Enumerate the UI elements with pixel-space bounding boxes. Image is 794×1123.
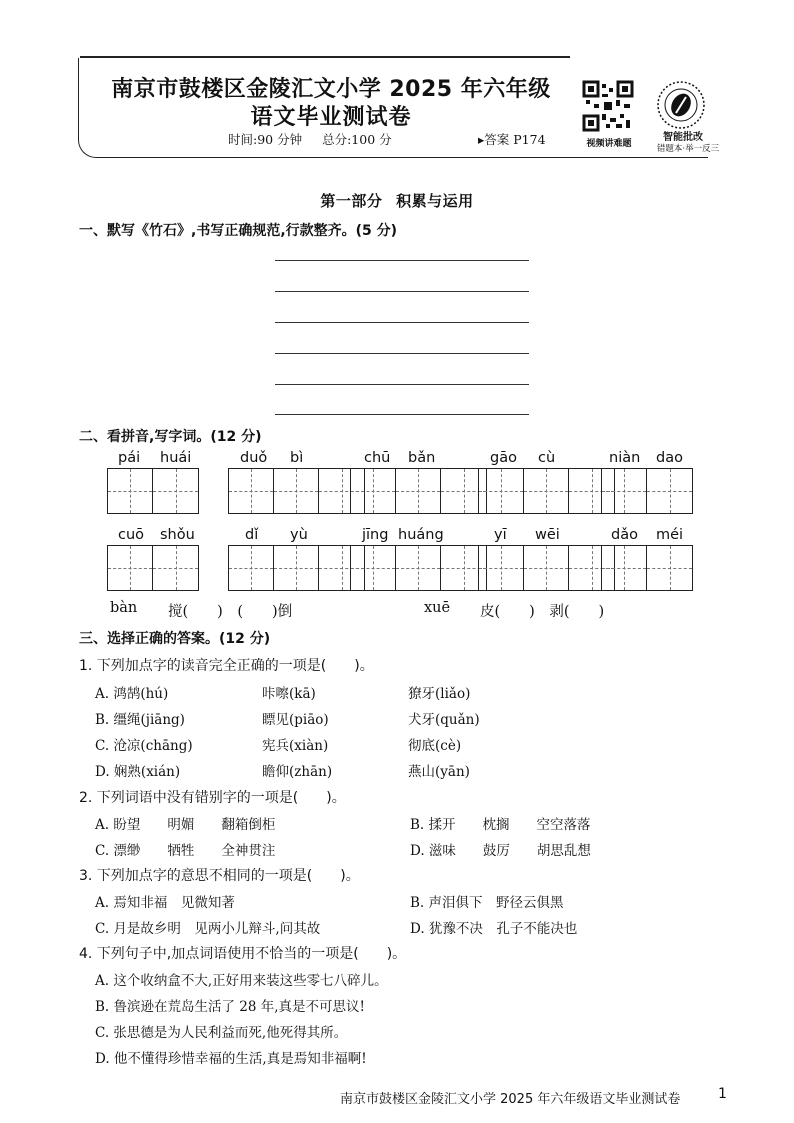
q4-option-a[interactable]: A. 这个收纳盒不大,正好用来装这些零七八碎儿。 — [95, 973, 388, 989]
exam-score: 总分:100 分 — [322, 132, 392, 147]
section2-title: 二、看拼音,写字词。(12 分) — [79, 429, 262, 445]
pinyin: shǒu — [160, 527, 195, 543]
q1-option-b[interactable]: B. 缰绳(jiāng) — [95, 712, 185, 728]
q3-option-c[interactable]: C. 月是故乡明 见两小儿辩斗,问其故 — [95, 921, 321, 937]
pinyin: cuō — [118, 527, 145, 543]
header-top-rule — [80, 56, 570, 58]
writing-grid[interactable] — [601, 545, 693, 591]
q1-option-a: 獠牙(liǎo) — [408, 686, 471, 702]
section1-title: 一、默写《竹石》,书写正确规范,行款整齐。(5 分) — [79, 223, 398, 239]
writing-grid[interactable] — [350, 545, 487, 591]
answer-reference: ▸答案 P174 — [478, 132, 546, 147]
footer-title: 南京市鼓楼区金陵汇文小学 2025 年六年级语文毕业测试卷 — [340, 1092, 681, 1107]
pinyin: yù — [290, 527, 308, 543]
pinyin: gāo — [490, 450, 517, 466]
pinyin: duǒ — [240, 450, 268, 466]
pinyin: pái — [118, 450, 141, 466]
fill-blank[interactable]: 皮( ) 剥( ) — [480, 604, 605, 620]
writing-line[interactable] — [275, 414, 529, 415]
exam-meta — [228, 130, 408, 148]
qr-code-icon[interactable] — [582, 80, 634, 132]
pinyin: niàn — [609, 450, 641, 466]
q1-option-d[interactable]: D. 娴熟(xián) — [95, 764, 181, 780]
pinyin: xuē — [424, 600, 451, 616]
pinyin: bǎn — [408, 450, 436, 466]
pinyin: cù — [538, 450, 556, 466]
logo-label: 智能批改 — [663, 132, 703, 143]
q1-option-c: 宪兵(xiàn) — [262, 738, 329, 754]
q4-option-b[interactable]: B. 鲁滨逊在荒岛生活了 28 年,真是不可思议! — [95, 999, 365, 1015]
writing-line[interactable] — [275, 291, 529, 292]
writing-grid[interactable] — [228, 545, 365, 591]
q4-option-d[interactable]: D. 他不懂得珍惜幸福的生活,真是焉知非福啊! — [95, 1051, 367, 1067]
writing-line[interactable] — [275, 384, 529, 385]
writing-grid[interactable] — [228, 468, 365, 514]
writing-grid[interactable] — [350, 468, 487, 514]
writing-line[interactable] — [275, 260, 529, 261]
writing-grid[interactable] — [478, 468, 615, 514]
qr-label: 视频讲难题 — [586, 139, 632, 149]
q1-option-d: 瞻仰(zhān) — [262, 764, 333, 780]
q1-option-b: 瞟见(piāo) — [262, 712, 329, 728]
pinyin: bì — [290, 450, 304, 466]
q2-option-c[interactable]: C. 漂缈 牺牲 全神贯注 — [95, 843, 276, 859]
exam-time: 时间:90 分钟 — [228, 132, 303, 147]
question-1: 1. 下列加点字的读音完全正确的一项是( )。 — [79, 658, 374, 674]
q2-option-b[interactable]: B. 揉开 枕搁 空空落落 — [410, 817, 591, 833]
pinyin: méi — [656, 527, 684, 543]
q1-option-c: 彻底(cè) — [408, 738, 462, 754]
writing-line[interactable] — [275, 322, 529, 323]
pinyin: dao — [656, 450, 683, 466]
writing-grid[interactable] — [478, 545, 615, 591]
writing-line[interactable] — [275, 353, 529, 354]
fill-blank[interactable]: 搅( ) ( )倒 — [168, 604, 293, 620]
pinyin: yī — [494, 527, 507, 543]
q2-option-a[interactable]: A. 盼望 明媚 翻箱倒柜 — [95, 817, 276, 833]
section3-title: 三、选择正确的答案。(12 分) — [79, 631, 271, 647]
pinyin: jīng — [362, 527, 389, 543]
pinyin: dǐ — [245, 527, 259, 543]
question-4: 4. 下列句子中,加点词语使用不恰当的一项是( )。 — [79, 946, 407, 962]
logo-sublabel: 错题本·举一反三 — [656, 144, 720, 154]
exam-subtitle: 语文毕业测试卷 — [250, 105, 412, 130]
exam-title: 南京市鼓楼区金陵汇文小学 2025 年六年级 — [111, 77, 551, 102]
question-3: 3. 下列加点字的意思不相同的一项是( )。 — [79, 868, 360, 884]
pinyin: wēi — [535, 527, 560, 543]
writing-grid[interactable] — [107, 468, 199, 514]
q2-option-d[interactable]: D. 滋味 鼓厉 胡思乱想 — [410, 843, 591, 859]
writing-grid[interactable] — [601, 468, 693, 514]
pinyin: huái — [160, 450, 192, 466]
page-number: 1 — [718, 1086, 727, 1102]
q3-option-a[interactable]: A. 焉知非福 见微知著 — [95, 895, 235, 911]
q3-option-d[interactable]: D. 犹豫不决 孔子不能决也 — [410, 921, 578, 937]
pinyin: chū — [364, 450, 391, 466]
pinyin: bàn — [110, 600, 138, 616]
q1-option-a[interactable]: A. 鸿鹄(hú) — [95, 686, 169, 702]
q3-option-b[interactable]: B. 声泪俱下 野径云俱黑 — [410, 895, 564, 911]
question-2: 2. 下列词语中没有错别字的一项是( )。 — [79, 790, 346, 806]
q1-option-b: 犬牙(quǎn) — [408, 712, 480, 728]
pinyin: dǎo — [611, 527, 638, 543]
q4-option-c[interactable]: C. 张思德是为人民利益而死,他死得其所。 — [95, 1025, 348, 1041]
q1-option-d: 燕山(yān) — [408, 764, 470, 780]
smart-grading-logo-icon — [656, 80, 706, 130]
q1-option-a: 咔嚓(kā) — [262, 686, 316, 702]
part-title: 第一部分 积累与运用 — [320, 192, 474, 210]
q1-option-c[interactable]: C. 沧凉(chāng) — [95, 738, 193, 754]
writing-grid[interactable] — [107, 545, 199, 591]
pinyin: huáng — [398, 527, 444, 543]
